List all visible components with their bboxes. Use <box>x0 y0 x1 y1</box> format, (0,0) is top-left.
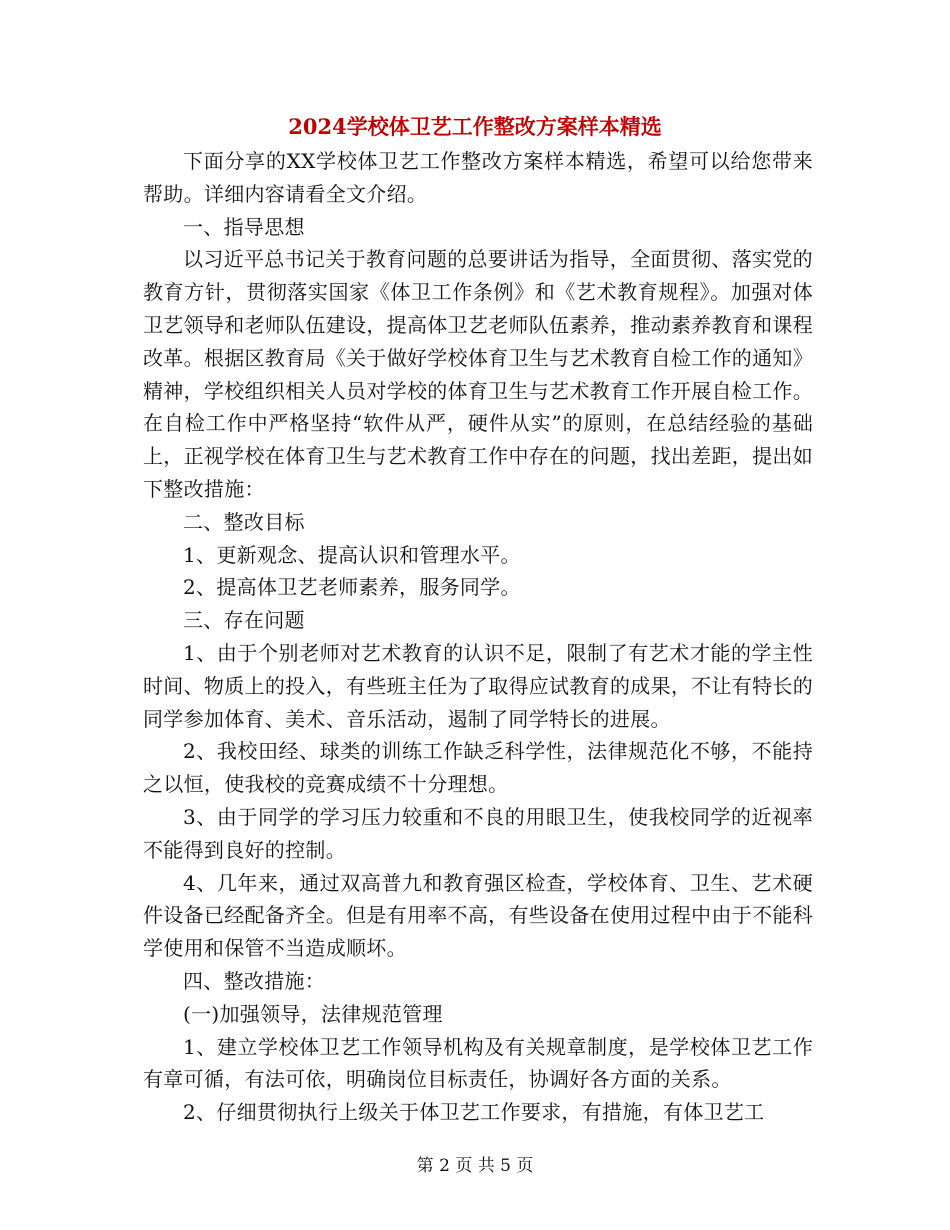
problem-item-1: 1、由于个别老师对艺术教育的认识不足，限制了有艺术才能的学主性时间、物质上的投入，有些班主任为了取得应试教育的成果，不让有特长的同学参加体育、美术、音乐活动，遏制了同学特长的进展。 <box>143 640 813 731</box>
problem-item-3: 3、由于同学的学习压力较重和不良的用眼卫生，使我校同学的近视率不能得到良好的控制。 <box>143 804 813 862</box>
section-heading-goals: 二、整改目标 <box>183 509 305 534</box>
guiding-ideology-paragraph: 以习近平总书记关于教育问题的总要讲话为指导，全面贯彻、落实党的教育方针，贯彻落实国家《体卫工作条例》和《艺术教育规程》。加强对体卫艺领导和老师队伍建设，提高体卫艺老师队伍素养，推动素养教育和课程改革。根据区教育局《关于做好学校体育卫生与艺术教育自检工作的通知》精神，学校组织相关人员对学校的体育卫生与艺术教育工作开展自检工作。在自检工作中严格坚持“软件从严，硬件从实”的原则，在总结经验的基础上，正视学校在体育卫生与艺术教育工作中存在的问题，找出差距，提出如下整改措施： <box>143 247 813 501</box>
section-heading-guiding-ideology: 一、指导思想 <box>183 214 305 239</box>
document-title: 2024学校体卫艺工作整改方案样本精选 <box>288 114 662 139</box>
section-heading-problems: 三、存在问题 <box>183 608 305 633</box>
section-heading-measures: 四、整改措施： <box>183 968 326 993</box>
intro-paragraph: 下面分享的XX学校体卫艺工作整改方案样本精选，希望可以给您带来帮助。详细内容请看全文介绍。 <box>143 149 813 206</box>
measures-subheading-1: (一)加强领导，法律规范管理 <box>183 1001 443 1026</box>
page-number-footer: 第 2 页 共 5 页 <box>416 1156 534 1176</box>
goal-item-1: 1、更新观念、提高认识和管理水平。 <box>183 542 521 567</box>
document-body <box>143 145 813 1129</box>
measure-item-2: 2、仔细贯彻执行上级关于体卫艺工作要求，有措施，有体卫艺工 <box>183 1100 765 1125</box>
problem-item-4: 4、几年来，通过双高普九和教育强区检查，学校体育、卫生、艺术硬件设备已经配备齐全。但是有用率不高，有些设备在使用过程中由于不能科学使用和保管不当造成顺坏。 <box>143 870 813 961</box>
problem-item-2: 2、我校田经、球类的训练工作缺乏科学性，法律规范化不够，不能持之以恒，使我校的竞赛成绩不十分理想。 <box>143 739 813 797</box>
measure-item-1: 1、建立学校体卫艺工作领导机构及有关规章制度，是学校体卫艺工作有章可循，有法可依，明确岗位目标责任，协调好各方面的关系。 <box>143 1034 813 1092</box>
goal-item-2: 2、提高体卫艺老师素养，服务同学。 <box>183 575 521 600</box>
